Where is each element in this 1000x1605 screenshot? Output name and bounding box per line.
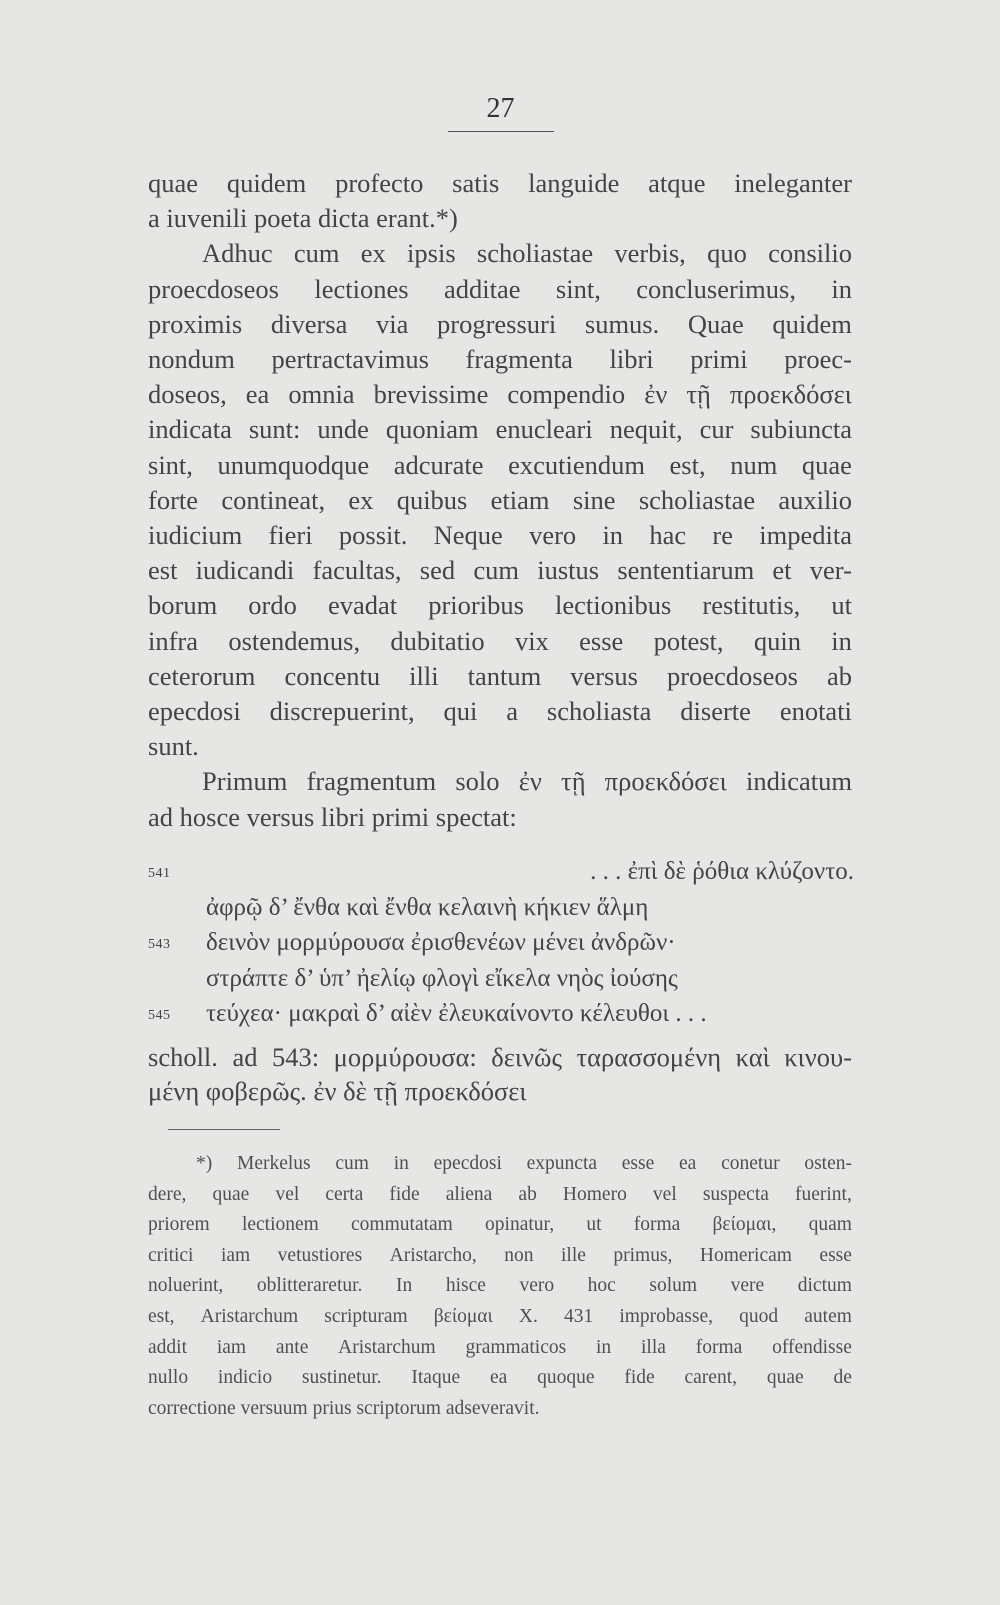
footnote-line: est, Aristarchum scripturam βείομαι X. 431 improbasse, quod autem — [148, 1305, 852, 1327]
footnote-line: dere, quae vel certa fide aliena ab Homero vel suspecta fuerint, — [148, 1183, 852, 1205]
scholion-line: scholl. ad 543: μορμύρουσα: δεινῶς ταρασσομένη καὶ κινου- — [148, 1042, 852, 1072]
text-line: a iuvenili poeta dicta erant.*) — [148, 203, 458, 234]
verse-line — [148, 894, 858, 930]
text-line: doseos, ea omnia brevissime compendio ἐν τῇ προεκδόσει — [148, 379, 852, 410]
verse-text: . . . ἐπὶ δὲ ῥόθια κλύζοντο. — [590, 858, 854, 885]
scholion-line: μένη φοβερῶς. ἐν δὲ τῇ προεκδόσει — [148, 1076, 527, 1106]
header-rule — [448, 131, 554, 132]
verse-line — [148, 929, 858, 965]
verse-text: δεινὸν μορμύρουσα ἐρισθενέων μένει ἀνδρῶν· — [206, 929, 676, 956]
footnote-rule — [168, 1129, 280, 1130]
text-line: indicata sunt: unde quoniam enucleari nequit, cur subiuncta — [148, 414, 852, 445]
verse-text: στράπτε δ’ ὑπ’ ἠελίῳ φλογὶ εἴκελα νηὸς ἰούσης — [206, 964, 678, 992]
verse-number: 541 — [148, 866, 171, 881]
text-line: proecdoseos lectiones additae sint, concluserimus, in — [148, 273, 852, 304]
text-line: sunt. — [148, 731, 199, 762]
text-line: forte contineat, ex quibus etiam sine scholiastae auxilio — [148, 484, 852, 515]
text-line: proximis diversa via progressuri sumus. Quae quidem — [148, 308, 852, 339]
text-line: Primum fragmentum solo ἐν τῇ προεκδόσει indicatum — [202, 766, 852, 797]
text-line: iudicium fieri possit. Neque vero in hac re impedita — [148, 520, 852, 551]
footnote-line: noluerint, oblitteraretur. In hisce vero hoc solum vere dictum — [148, 1275, 852, 1297]
verse-line — [148, 858, 858, 894]
verse-text: τεύχεα· μακραὶ δ’ αἰὲν ἐλευκαίνοντο κέλευθοι . . . — [206, 1000, 707, 1027]
text-line: infra ostendemus, dubitatio vix esse potest, quin in — [148, 625, 852, 656]
footnote-line: correctione versuum prius scriptorum adseveravit. — [148, 1397, 540, 1419]
verse-text: ἀφρῷ δ’ ἔνθα καὶ ἔνθα κελαινὴ κήκιεν ἅλμη — [206, 893, 649, 921]
footnote-line: nullo indicio sustinetur. Itaque ea quoque fide carent, quae de — [148, 1367, 852, 1389]
main-text — [148, 166, 852, 835]
footnote — [148, 1149, 852, 1424]
text-line: ad hosce versus libri primi spectat: — [148, 801, 517, 832]
page-number: 27 — [486, 93, 515, 124]
text-line: est iudicandi facultas, sed cum iustus sententiarum et ver- — [148, 555, 852, 586]
footnote-line: priorem lectionem commutatam opinatur, ut forma βείομαι, quam — [148, 1214, 852, 1236]
text-line: ceterorum concentu illi tantum versus proecdoseos ab — [148, 660, 852, 691]
verse-line — [148, 965, 858, 1001]
text-line: quae quidem profecto satis languide atque ineleganter — [148, 168, 852, 198]
verse-quotation — [148, 858, 858, 1036]
text-line: borum ordo evadat prioribus lectionibus restitutis, ut — [148, 590, 852, 621]
text-line: nondum pertractavimus fragmenta libri primi proec- — [148, 344, 852, 375]
footnote-line: critici iam vetustiores Aristarcho, non ille primus, Homericam esse — [148, 1244, 852, 1266]
verse-line — [148, 1000, 858, 1036]
verse-number: 543 — [148, 937, 171, 952]
verse-number: 545 — [148, 1008, 171, 1023]
footnote-line: *) Merkelus cum in epecdosi expuncta esse ea conetur osten- — [196, 1153, 852, 1174]
text-line: Adhuc cum ex ipsis scholiastae verbis, quo consilio — [202, 238, 852, 269]
text-line: sint, unumquodque adcurate excutiendum est, num quae — [148, 449, 852, 480]
scholion — [148, 1040, 852, 1108]
footnote-line: addit iam ante Aristarchum grammaticos in illa forma offendisse — [148, 1336, 852, 1358]
text-line: epecdosi discrepuerint, qui a scholiasta diserte enotati — [148, 696, 852, 727]
